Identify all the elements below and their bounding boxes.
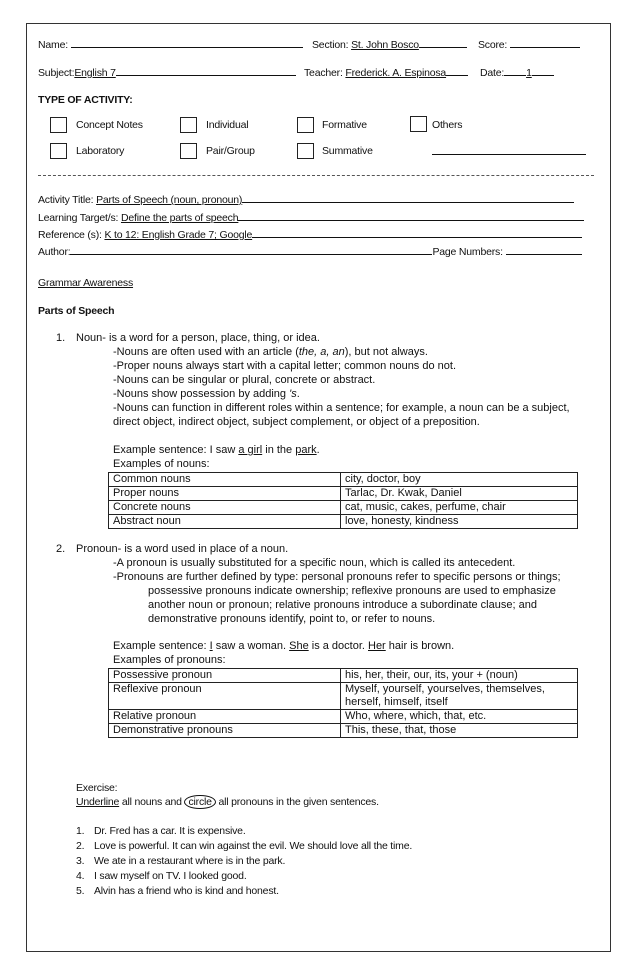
laboratory-label: Laboratory <box>76 145 125 157</box>
subject-field[interactable] <box>116 75 296 76</box>
date-row <box>480 67 554 79</box>
summative-label: Summative <box>322 145 373 157</box>
name-label: Name: <box>38 39 68 51</box>
noun-rule-4-suffix: 's <box>289 388 297 400</box>
exercise-item-text: Dr. Fred has a car. It is expensive. <box>94 825 246 837</box>
exercise-instructions <box>76 796 379 808</box>
pronoun-example-post: hair is brown. <box>385 640 455 652</box>
exercise-item-text: We ate in a restaurant where is in the park. <box>94 855 286 867</box>
summative-checkbox[interactable] <box>297 143 314 159</box>
table-row <box>109 501 578 515</box>
list-item <box>76 885 279 897</box>
individual-checkbox[interactable] <box>180 117 197 133</box>
noun-definition: - is a word for a person, place, thing, or idea. <box>102 332 320 344</box>
teacher-field[interactable] <box>446 75 468 76</box>
noun-examples-cell: love, honesty, kindness <box>341 515 578 529</box>
activity-title-row <box>38 194 574 206</box>
noun-rule-1-post: ), but not always. <box>344 346 428 358</box>
exercise-circle-word: circle <box>184 795 215 809</box>
pronoun-examples-cell: Who, where, which, that, etc. <box>341 710 578 724</box>
date-field[interactable] <box>532 75 554 76</box>
section-value: St. John Bosco <box>351 39 419 51</box>
section-field[interactable] <box>419 47 467 48</box>
noun-rule-4 <box>113 388 300 400</box>
pronoun-number: 2. <box>56 543 66 555</box>
noun-title: Noun <box>76 332 103 344</box>
pronoun-example-mid1: saw a woman. <box>212 640 290 652</box>
pronoun-examples-table <box>108 668 578 738</box>
exercise-instr-mid: all nouns and <box>119 796 185 808</box>
pronoun-example-sentence <box>113 640 454 652</box>
learning-target-value: Define the parts of speech <box>120 212 239 224</box>
exercise-item-text: Love is powerful. It can win against the evil. We should love all the time. <box>94 840 413 852</box>
noun-number: 1. <box>56 332 66 344</box>
section-subheading: Parts of Speech <box>38 305 115 317</box>
pronoun-examples-cell: Myself, yourself, yourselves, themselves, herself, himself, itself <box>341 683 578 710</box>
section-label: Section: <box>312 39 349 51</box>
table-row <box>109 683 578 710</box>
table-row <box>109 724 578 738</box>
concept-notes-label: Concept Notes <box>76 119 143 131</box>
score-label: Score: <box>478 39 508 51</box>
exercise-item-number: 3. <box>76 855 85 867</box>
exercise-item-number: 5. <box>76 885 85 897</box>
noun-examples-cell: cat, music, cakes, perfume, chair <box>341 501 578 515</box>
subject-label: Subject: <box>38 67 75 79</box>
pronoun-type-cell: Demonstrative pronouns <box>109 724 341 738</box>
name-field[interactable] <box>71 47 303 48</box>
noun-type-cell: Concrete nouns <box>109 501 341 515</box>
noun-examples-cell: city, doctor, boy <box>341 473 578 487</box>
laboratory-checkbox[interactable] <box>50 143 67 159</box>
exercise-underline-word: Underline <box>76 796 120 808</box>
pronoun-definition: - is a word used in place of a noun. <box>117 543 289 555</box>
date-line-pre <box>504 75 526 76</box>
pair-group-label: Pair/Group <box>206 145 255 157</box>
noun-example-pre: Example sentence: I saw <box>113 444 239 456</box>
pronoun-example-pre: Example sentence: <box>113 640 210 652</box>
others-label: Others <box>432 119 463 131</box>
reference-field[interactable] <box>252 237 582 238</box>
pronoun-rule-2c: another noun or pronoun; relative pronouns introduce a subordinate clause; and <box>148 599 537 611</box>
list-item <box>76 855 285 867</box>
pronoun-examples-label: Examples of pronouns: <box>113 654 226 666</box>
others-specify-field[interactable] <box>432 154 586 155</box>
list-item <box>76 825 246 837</box>
exercise-label: Exercise: <box>76 782 118 794</box>
reference-label: Reference (s): <box>38 229 102 241</box>
score-field[interactable] <box>510 47 580 48</box>
noun-example-girl: a girl <box>238 444 263 456</box>
noun-rule-5b: direct object, indirect object, subject complement, or object of a preposition. <box>113 416 480 428</box>
pronoun-examples-cell: This, these, that, those <box>341 724 578 738</box>
author-row <box>38 246 582 258</box>
noun-rule-4-post: . <box>296 388 300 400</box>
noun-type-cell: Proper nouns <box>109 487 341 501</box>
teacher-row <box>304 67 468 79</box>
noun-example-mid: in the <box>262 444 296 456</box>
pair-group-checkbox[interactable] <box>180 143 197 159</box>
noun-rule-1-pre: -Nouns are often used with an article ( <box>113 346 299 358</box>
exercise-item-number: 4. <box>76 870 85 882</box>
exercise-item-number: 1. <box>76 825 85 837</box>
noun-rule-4-pre: -Nouns show possession by adding <box>113 388 290 400</box>
noun-examples-table <box>108 472 578 529</box>
noun-rule-1 <box>113 346 428 358</box>
pronoun-rule-2: -Pronouns are further defined by type: personal pronouns refer to specific persons or things; <box>113 571 561 583</box>
noun-example-sentence <box>113 444 320 456</box>
author-label: Author: <box>38 246 71 258</box>
formative-label: Formative <box>322 119 367 131</box>
list-item <box>76 840 412 852</box>
pronoun-example-i: I <box>209 640 213 652</box>
divider <box>38 175 594 176</box>
subject-row <box>38 67 296 79</box>
noun-rule-3: -Nouns can be singular or plural, concrete or abstract. <box>113 374 376 386</box>
activity-type-label: TYPE OF ACTIVITY: <box>38 94 133 106</box>
noun-example-post: . <box>316 444 320 456</box>
date-value: 1 <box>526 67 532 79</box>
noun-rule-5a: -Nouns can function in different roles within a sentence; for example, a noun can be a subject, <box>113 402 570 414</box>
noun-definition-line <box>76 332 320 344</box>
noun-example-park: park <box>295 444 317 456</box>
teacher-label: Teacher: <box>304 67 343 79</box>
table-row <box>109 515 578 529</box>
pronoun-examples-cell: his, her, their, our, its, your + (noun) <box>341 669 578 683</box>
pronoun-rule-1: -A pronoun is usually substituted for a specific noun, which is called its antecedent. <box>113 557 516 569</box>
pronoun-definition-line <box>76 543 288 555</box>
page-numbers-field[interactable] <box>506 254 582 255</box>
teacher-value: Frederick. A. Espinosa <box>345 67 447 79</box>
pronoun-type-cell: Reflexive pronoun <box>109 683 341 710</box>
exercise-instr-post: all pronouns in the given sentences. <box>215 796 379 808</box>
pronoun-type-cell: Relative pronoun <box>109 710 341 724</box>
table-row <box>109 710 578 724</box>
exercise-item-text: I saw myself on TV. I looked good. <box>94 870 247 882</box>
pronoun-rule-2b: possessive pronouns indicate ownership; reflexive pronouns are used to emphasize <box>148 585 556 597</box>
author-field[interactable] <box>70 254 432 255</box>
noun-examples-cell: Tarlac, Dr. Kwak, Daniel <box>341 487 578 501</box>
exercise-item-number: 2. <box>76 840 85 852</box>
pronoun-example-mid2: is a doctor. <box>308 640 368 652</box>
table-row <box>109 487 578 501</box>
date-label: Date: <box>480 67 505 79</box>
activity-title-field[interactable] <box>242 202 574 203</box>
list-item <box>76 870 247 882</box>
subject-value: English 7 <box>74 67 116 79</box>
individual-label: Individual <box>206 119 249 131</box>
reference-value: K to 12: English Grade 7; Google <box>104 229 253 241</box>
activity-title-label: Activity Title: <box>38 194 94 206</box>
noun-rule-2: -Proper nouns always start with a capital letter; common nouns do not. <box>113 360 457 372</box>
exercise-item-text: Alvin has a friend who is kind and honest. <box>94 885 279 897</box>
learning-target-label: Learning Target/s: <box>38 212 119 224</box>
learning-target-field[interactable] <box>238 220 584 221</box>
pronoun-example-she: She <box>289 640 309 652</box>
noun-rule-1-articles: the, a, an <box>298 346 345 358</box>
name-row <box>38 39 303 51</box>
pronoun-rule-2d: demonstrative pronouns identify, point to, or refer to nouns. <box>148 613 436 625</box>
concept-notes-checkbox[interactable] <box>50 117 67 133</box>
reference-row <box>38 229 582 241</box>
noun-type-cell: Common nouns <box>109 473 341 487</box>
activity-title-value: Parts of Speech (noun, pronoun) <box>96 194 243 206</box>
others-checkbox[interactable] <box>410 116 427 132</box>
learning-target-row <box>38 212 584 224</box>
noun-examples-label: Examples of nouns: <box>113 458 210 470</box>
section-heading: Grammar Awareness <box>38 277 134 289</box>
pronoun-type-cell: Possessive pronoun <box>109 669 341 683</box>
formative-checkbox[interactable] <box>297 117 314 133</box>
section-row <box>312 39 467 51</box>
noun-type-cell: Abstract noun <box>109 515 341 529</box>
pronoun-title: Pronoun <box>76 543 118 555</box>
page-numbers-label: Page Numbers: <box>432 246 503 258</box>
pronoun-example-her: Her <box>368 640 386 652</box>
table-row <box>109 669 578 683</box>
score-row <box>478 39 580 51</box>
table-row <box>109 473 578 487</box>
